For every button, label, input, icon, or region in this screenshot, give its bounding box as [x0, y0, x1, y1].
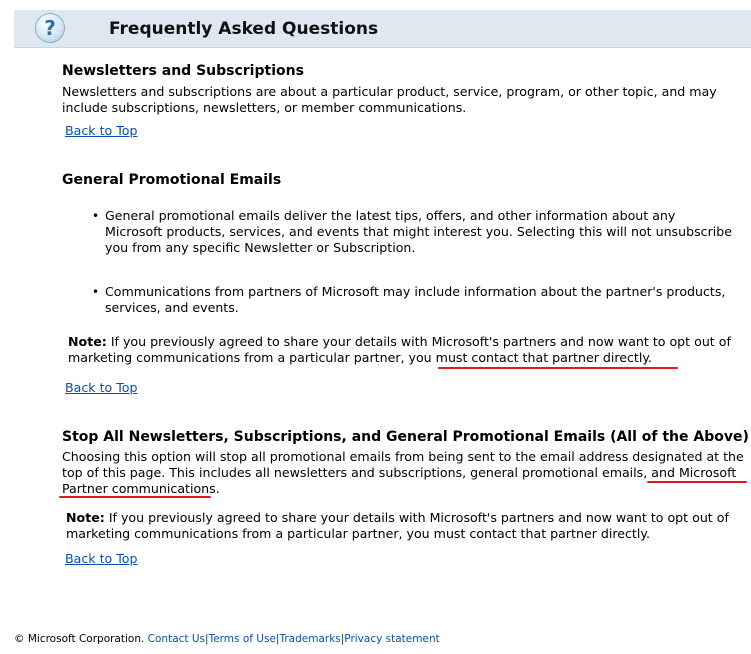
footer: [14, 633, 440, 645]
faq-header: [14, 10, 751, 48]
note-label: Note:: [68, 334, 107, 349]
note-label: Note:: [66, 510, 105, 525]
list-item-text: General promotional emails deliver the latest tips, offers, and other information about any Microsoft products, services, and events that might interest you. Selecting this will not unsubscribe you from any specific Newsletter or Subscription.: [105, 208, 732, 255]
trademarks-link[interactable]: Trademarks: [279, 633, 341, 645]
annotation-underline: [647, 481, 747, 483]
note-text: If you previously agreed to share your details with Microsoft's partners and now want to opt out of marketing communications from a particular partner, you must contact that partner directly.: [66, 510, 729, 541]
bullet-icon: •: [92, 209, 100, 223]
section-body-newsletters: Newsletters and subscriptions are about a particular product, service, program, or other topic, and may include subscriptions, newsletters, or member communications.: [62, 84, 717, 115]
privacy-statement-link[interactable]: Privacy statement: [344, 633, 440, 645]
page-title: Frequently Asked Questions: [109, 19, 379, 39]
back-to-top-link-2[interactable]: Back to Top: [65, 380, 138, 395]
section-title-stop-all: Stop All Newsletters, Subscriptions, and General Promotional Emails (All of the Above): [62, 429, 749, 445]
footer-separator: |: [275, 633, 280, 645]
section-title-promotional: General Promotional Emails: [62, 172, 282, 188]
list-item: [92, 284, 735, 316]
section-body-stop-all: Choosing this option will stop all promotional emails from being sent to the email address designated at the top of this page. This includes all newsletters and subscriptions, general promotional emails, and Microsoft Partner communications.: [62, 449, 744, 496]
list-item-text: Communications from partners of Microsoft may include information about the partner's products, services, and events.: [105, 284, 726, 315]
footer-separator: |: [205, 633, 209, 645]
back-to-top-link-1[interactable]: Back to Top: [65, 123, 138, 138]
list-item: [92, 208, 735, 256]
section-title-newsletters: Newsletters and Subscriptions: [62, 63, 304, 79]
note-stop-all: [66, 510, 742, 542]
annotation-underline: [59, 496, 211, 498]
note-text: If you previously agreed to share your details with Microsoft's partners and now want to opt out of marketing communications from a particular partner, you must contact that partner directly.: [68, 334, 731, 365]
bullet-icon: •: [92, 285, 100, 299]
copyright-text: © Microsoft Corporation.: [14, 633, 145, 645]
footer-separator: |: [340, 633, 345, 645]
terms-of-use-link[interactable]: Terms of Use: [208, 633, 276, 645]
contact-us-link[interactable]: Contact Us: [147, 633, 206, 645]
annotation-underline: [438, 367, 678, 369]
back-to-top-link-3[interactable]: Back to Top: [65, 551, 138, 566]
help-question-icon: ?: [35, 13, 65, 43]
note-promotional: [68, 334, 744, 366]
